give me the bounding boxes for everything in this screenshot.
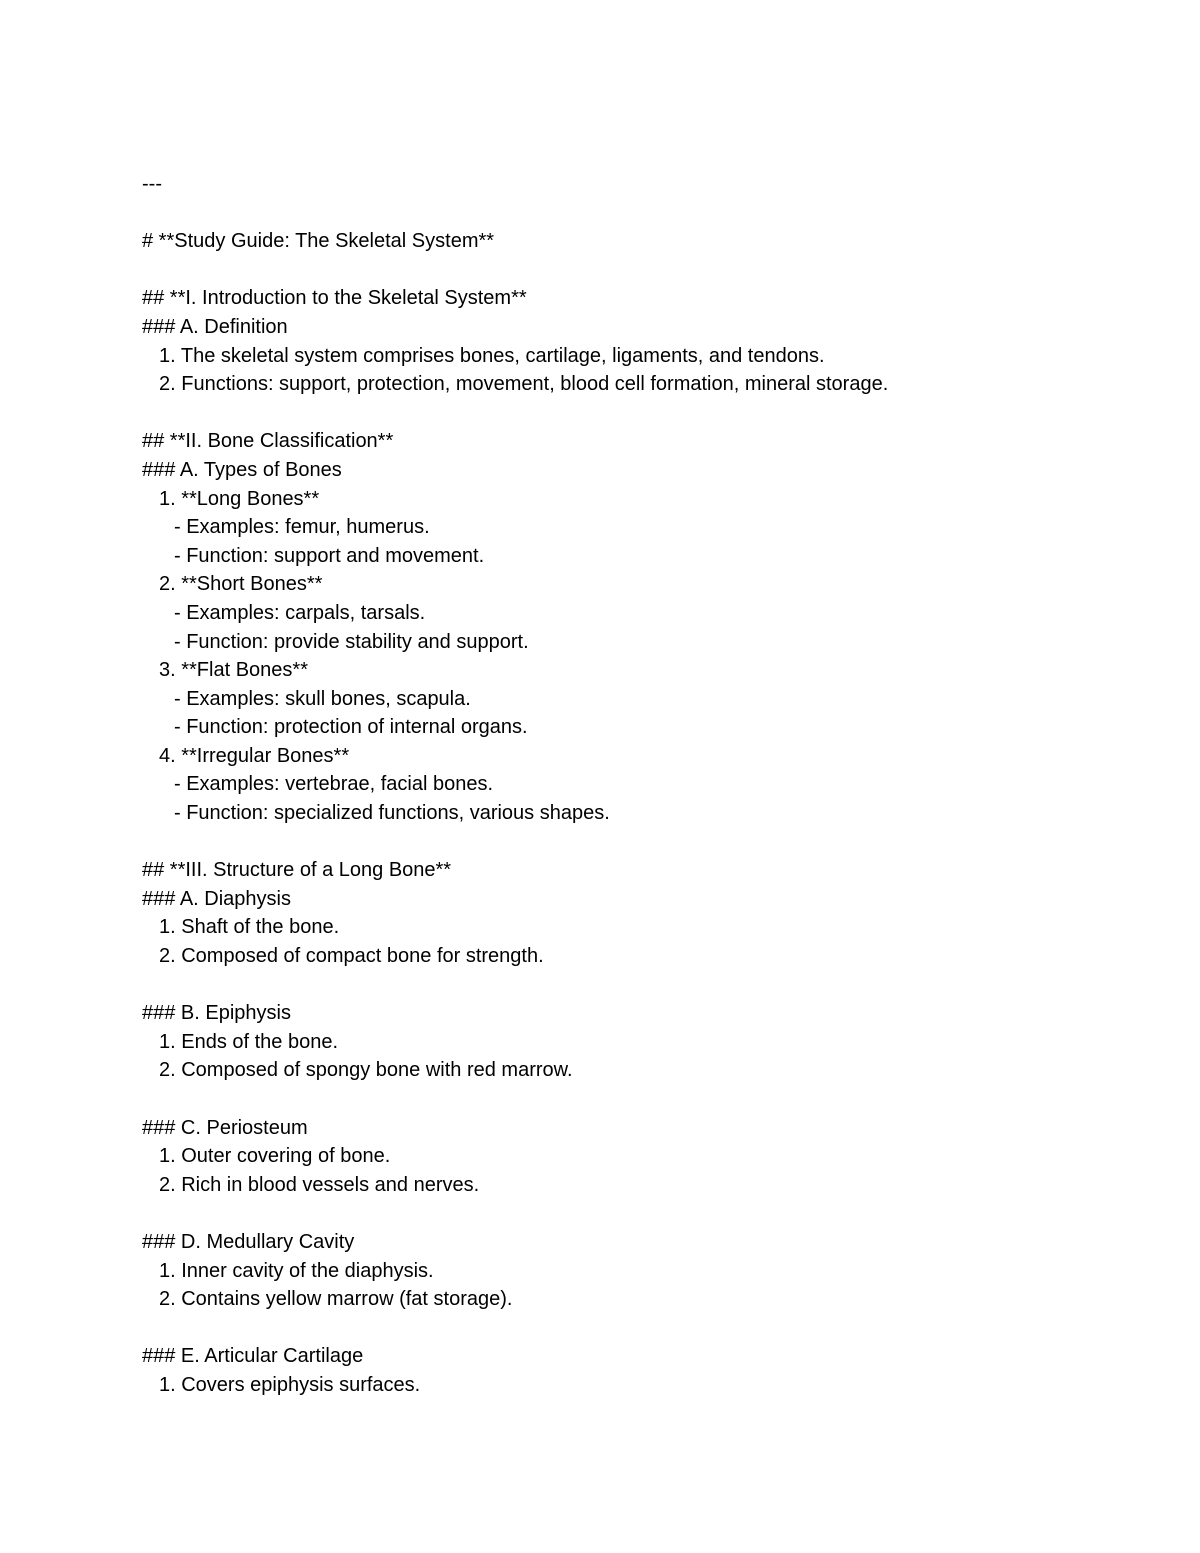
subsection-heading: ### B. Epiphysis <box>142 1002 291 1025</box>
numbered-item: 2. Contains yellow marrow (fat storage). <box>159 1288 513 1311</box>
bullet-item: - Function: support and movement. <box>174 544 485 567</box>
bullet-item: - Examples: skull bones, scapula. <box>174 687 471 710</box>
blank-line <box>142 971 1142 1000</box>
section-heading: ## **II. Bone Classification** <box>142 430 394 453</box>
numbered-item: 1. **Long Bones** <box>159 487 320 510</box>
numbered-item: 1. Outer covering of bone. <box>159 1145 391 1168</box>
section-heading: ## **I. Introduction to the Skeletal System** <box>142 287 527 310</box>
numbered-item: 1. The skeletal system comprises bones, cartilage, ligaments, and tendons. <box>159 344 825 367</box>
horizontal-rule-marker: --- <box>142 173 162 195</box>
blank-line <box>142 399 1142 428</box>
numbered-item: 1. Inner cavity of the diaphysis. <box>159 1259 434 1282</box>
subsection-heading: ### A. Types of Bones <box>142 458 342 481</box>
section-heading: ## **III. Structure of a Long Bone** <box>142 859 452 882</box>
bullet-item: - Function: specialized functions, various shapes. <box>174 802 610 825</box>
blank-line <box>142 1199 1142 1228</box>
numbered-item: 2. Functions: support, protection, movement, blood cell formation, mineral storage. <box>159 373 889 396</box>
bullet-item: - Examples: carpals, tarsals. <box>174 601 426 624</box>
bullet-item: - Examples: vertebrae, facial bones. <box>174 773 494 796</box>
numbered-item: 1. Covers epiphysis surfaces. <box>159 1373 421 1396</box>
document-body <box>142 170 1142 1400</box>
subsection-heading: ### E. Articular Cartilage <box>142 1345 364 1368</box>
numbered-item: 1. Ends of the bone. <box>159 1030 339 1053</box>
subsection-heading: ### D. Medullary Cavity <box>142 1230 355 1253</box>
numbered-item: 1. Shaft of the bone. <box>159 916 340 939</box>
numbered-item: 2. **Short Bones** <box>159 573 323 596</box>
blank-line <box>142 199 1142 228</box>
subsection-heading: ### C. Periosteum <box>142 1116 308 1139</box>
numbered-item: 2. Rich in blood vessels and nerves. <box>159 1173 480 1196</box>
bullet-item: - Function: protection of internal organs. <box>174 716 528 739</box>
subsection-heading: ### A. Diaphysis <box>142 887 291 910</box>
bullet-item: - Function: provide stability and support. <box>174 630 529 653</box>
numbered-item: 4. **Irregular Bones** <box>159 744 350 767</box>
subsection-heading: ### A. Definition <box>142 315 288 338</box>
blank-line <box>142 256 1142 285</box>
numbered-item: 2. Composed of compact bone for strength. <box>159 945 544 968</box>
blank-line <box>142 1314 1142 1343</box>
bullet-item: - Examples: femur, humerus. <box>174 516 430 539</box>
numbered-item: 3. **Flat Bones** <box>159 659 308 682</box>
blank-line <box>142 1085 1142 1114</box>
document-title: # **Study Guide: The Skeletal System** <box>142 230 495 253</box>
numbered-item: 2. Composed of spongy bone with red marrow. <box>159 1059 573 1082</box>
blank-line <box>142 828 1142 857</box>
